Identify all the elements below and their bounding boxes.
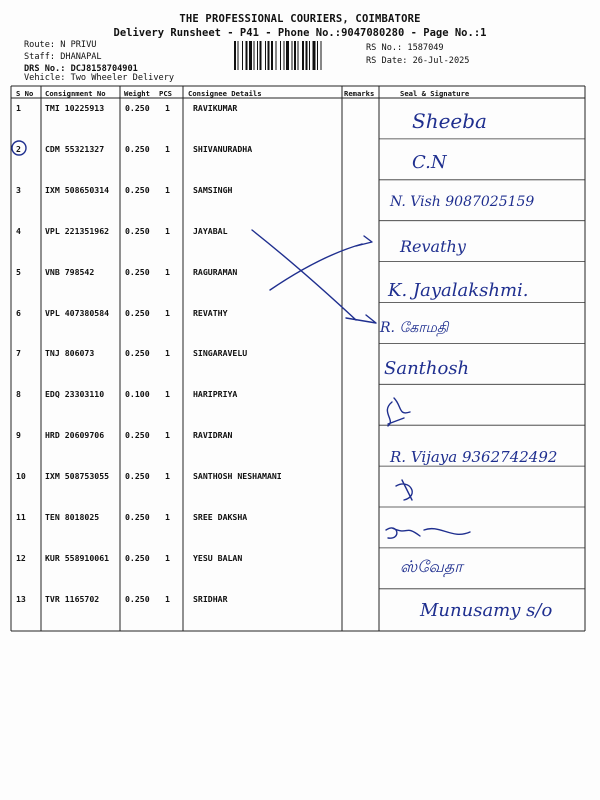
row-consignment-no: VPL 221351962 (45, 225, 110, 236)
row-consignee: SANTHOSH NESHAMANI (193, 471, 282, 482)
signature-row-6: R. கோமதி (380, 320, 449, 336)
row-sno: 4 (16, 225, 21, 236)
row-sno: 3 (16, 184, 21, 195)
row-weight: 0.100 (125, 389, 150, 400)
row-consignee: REVATHY (193, 307, 228, 318)
row-weight: 0.250 (125, 266, 150, 277)
row-consignment-no: VNB 798542 (45, 266, 95, 277)
col-header-weight: Weight (124, 89, 150, 98)
row-consignee: SHIVANURADHA (193, 143, 253, 154)
row-consignee: HARIPRIYA (193, 389, 238, 400)
row-sno: 13 (16, 593, 26, 604)
row-consignment-no: CDM 55321327 (45, 143, 105, 154)
row-sno: 1 (16, 103, 21, 113)
row-consignment-no: IXM 508650314 (45, 184, 110, 195)
row-weight: 0.250 (125, 471, 150, 482)
row-pcs: 1 (165, 225, 170, 236)
row-pcs: 1 (165, 307, 170, 318)
signature-row-12: ஸ்வேதா (400, 557, 463, 576)
row-pcs: 1 (165, 552, 170, 563)
rs-number: RS No.: 1587049 (366, 43, 444, 53)
col-header-consignment: Consignment No (45, 89, 106, 98)
row-consignee: SINGARAVELU (193, 348, 248, 359)
row-sno: 10 (16, 471, 26, 482)
row-sno: 2 (16, 143, 21, 154)
signature-row-10-icon (396, 480, 412, 500)
document-title: THE PROFESSIONAL COURIERS, COIMBATORE (179, 13, 421, 25)
row-weight: 0.250 (125, 103, 150, 113)
row-consignee: SAMSINGH (193, 184, 233, 195)
signature-row-1: Sheeba (412, 109, 487, 133)
row-consignment-no: TNJ 806073 (45, 348, 95, 359)
cross-stroke-icon (252, 230, 356, 320)
circle-mark-icon (12, 141, 26, 155)
row-sno: 9 (16, 430, 21, 441)
signature-row-3: N. Vish 9087025159 (390, 194, 535, 210)
rs-date: RS Date: 26-Jul-2025 (366, 56, 470, 66)
row-pcs: 1 (165, 348, 170, 359)
col-header-pcs: PCS (159, 89, 172, 98)
row-weight: 0.250 (125, 593, 150, 604)
row-pcs: 1 (165, 266, 170, 277)
row-consignee: YESU BALAN (193, 552, 243, 563)
signature-row-9: R. Vijaya 9362742492 (390, 448, 558, 466)
vehicle-text: Vehicle: Two Wheeler Delivery (24, 73, 175, 83)
row-sno: 6 (16, 307, 21, 318)
row-consignment-no: HRD 20609706 (45, 430, 105, 441)
row-weight: 0.250 (125, 225, 150, 236)
row-consignment-no: KUR 558910061 (45, 552, 110, 563)
staff-text: Staff: DHANAPAL (24, 52, 102, 62)
row-consignment-no: TMI 10225913 (45, 103, 105, 113)
signature-row-4: Revathy (400, 237, 466, 256)
row-consignee: RAGURAMAN (193, 266, 238, 277)
col-header-sno: S No (16, 89, 34, 98)
row-sno: 11 (16, 512, 26, 522)
row-pcs: 1 (165, 512, 170, 522)
drs-number: DRS No.: DCJ8158704901 (24, 64, 138, 74)
signature-row-8-icon (387, 398, 410, 426)
row-consignee: RAVIKUMAR (193, 103, 238, 113)
row-sno: 7 (16, 348, 21, 359)
row-weight: 0.250 (125, 552, 150, 563)
row-consignment-no: TEN 8018025 (45, 512, 100, 522)
col-header-consignee: Consignee Details (188, 89, 262, 98)
row-pcs: 1 (165, 430, 170, 441)
row-pcs: 1 (165, 184, 170, 195)
col-header-signature: Seal & Signature (400, 89, 470, 98)
row-weight: 0.250 (125, 430, 150, 441)
row-weight: 0.250 (125, 307, 150, 318)
row-pcs: 1 (165, 389, 170, 400)
row-consignment-no: TVR 1165702 (45, 593, 100, 604)
signature-row-13: Munusamy s/o (420, 600, 553, 621)
row-weight: 0.250 (125, 184, 150, 195)
row-sno: 5 (16, 266, 21, 277)
signature-row-5: K. Jayalakshmi. (388, 280, 529, 301)
row-consignment-no: EDQ 23303110 (45, 389, 105, 400)
row-consignee: JAYABAL (193, 225, 228, 236)
row-pcs: 1 (165, 143, 170, 154)
row-weight: 0.250 (125, 348, 150, 359)
row-sno: 8 (16, 389, 21, 400)
col-header-remarks: Remarks (344, 89, 375, 98)
row-consignee: SREE DAKSHA (193, 512, 248, 522)
signature-row-7: Santhosh (384, 358, 470, 379)
row-sno: 12 (16, 552, 26, 563)
row-pcs: 1 (165, 593, 170, 604)
row-weight: 0.250 (125, 143, 150, 154)
row-pcs: 1 (165, 471, 170, 482)
route-text: Route: N PRIVU (24, 40, 97, 50)
row-consignment-no: VPL 407380584 (45, 307, 110, 318)
document-subtitle: Delivery Runsheet - P41 - Phone No.:9047080280 - Page No.:1 (113, 27, 487, 39)
row-consignee: RAVIDRAN (193, 430, 233, 441)
signature-row-2: C.N (412, 152, 447, 173)
row-pcs: 1 (165, 103, 170, 113)
row-weight: 0.250 (125, 512, 150, 522)
row-consignee: SRIDHAR (193, 593, 228, 604)
signature-row-11-icon (386, 528, 470, 538)
row-consignment-no: IXM 508753055 (45, 471, 110, 482)
